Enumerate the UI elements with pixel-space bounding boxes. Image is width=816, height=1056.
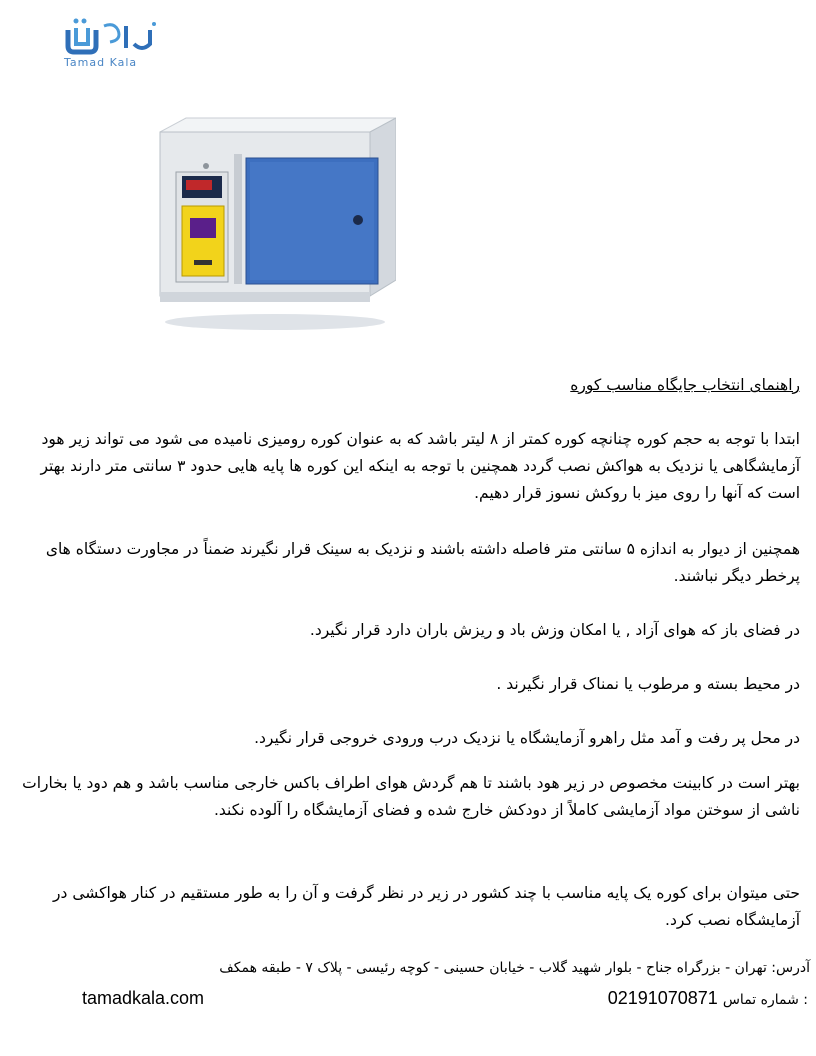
tamad-kala-logo <box>58 12 168 70</box>
laboratory-furnace-image <box>150 110 396 334</box>
tamad-kala-logo-icon <box>62 16 162 56</box>
document-heading: راهنمای انتخاب جایگاه مناسب کوره <box>570 376 800 394</box>
footer-phone-label: شماره تماس : <box>722 992 808 1008</box>
footer-phone-number: 02191070871 <box>607 988 718 1008</box>
paragraph: در محیط بسته و مرطوب یا نمناک قرار نگیرند . <box>496 675 800 693</box>
paragraph: بهتر است در کابینت مخصوص در زیر هود باشند تا هم گردش هوای اطراف باکس خارجی مناسب باشد و هم دود یا بخارات ناشی از سوختن مواد آزمایشی کاملاً از دودکش خارج شده و فضای آزمایشگاه را آلوده نکند. <box>22 774 800 819</box>
footer-phone <box>608 988 808 1009</box>
paragraph: در محل پر رفت و آمد مثل راهرو آزمایشگاه یا نزدیک درب ورودی خروجی قرار نگیرد. <box>254 729 800 747</box>
paragraph: در فضای باز که هوای آزاد , یا امکان وزش باد و ریزش باران دارد قرار نگیرد. <box>309 621 800 639</box>
footer-address: آدرس: تهران - بزرگراه جناح - بلوار شهید گلاب - خیابان حسینی - کوچه رئیسی - پلاک ۷ - طبقه همکف <box>219 960 810 976</box>
paragraph: همچنین از دیوار به اندازه ۵ سانتی متر فاصله داشته باشند و نزدیک به سینک قرار نگیرند ضمناً در مجاورت دستگاه های پرخطر دیگر نباشند. <box>45 540 800 585</box>
paragraph: ابتدا با توجه به حجم کوره چنانچه کوره کمتر از ۸ لیتر باشد که به عنوان کوره رومیزی نامیده می شود می تواند زیر هود آزمایشگاهی یا نزدیک به هواکش نصب گردد همچنین با توجه به اینکه این کوره ها پایه هایی حدود ۳ سانتی متر دارند بهتر است که آنها را روی میز با روکش نسوز قرار دهیم. <box>40 430 800 502</box>
paragraph: حتی میتوان برای کوره یک پایه مناسب با چند کشور در زیر در نظر گرفت و آن را به طور مستقیم در کنار هواکشی در آزمایشگاه نصب کرد. <box>53 884 800 929</box>
footer-website-link[interactable]: tamadkala.com <box>82 988 205 1008</box>
logo-wordmark: Tamad Kala <box>64 56 138 69</box>
